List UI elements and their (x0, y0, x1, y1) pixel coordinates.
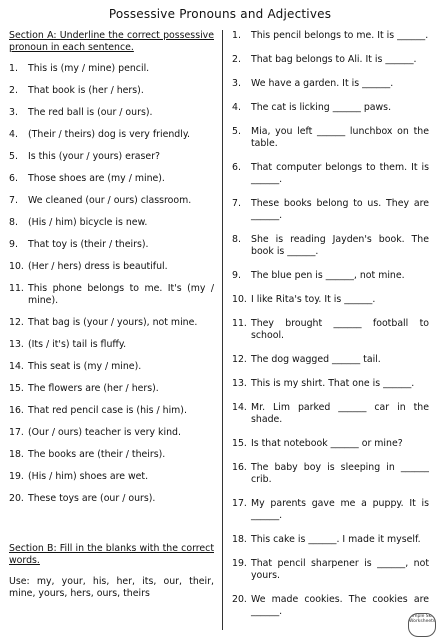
section-a-list (9, 63, 214, 505)
list-item (232, 198, 429, 222)
list-item (232, 534, 429, 546)
item-number: 15. (232, 438, 247, 449)
list-item (9, 129, 214, 141)
list-item (9, 173, 214, 185)
list-item (232, 378, 429, 390)
item-number: 20. (9, 493, 24, 504)
item-text: The blue pen is ______, not mine. (251, 270, 405, 281)
item-text: That pencil sharpener is ______, not yours. (251, 558, 429, 581)
item-text: Is this (your / yours) eraser? (28, 151, 161, 162)
item-text: That red pencil case is (his / him). (28, 405, 187, 416)
item-number: 3. (232, 78, 241, 89)
list-item (232, 438, 429, 450)
item-text: The cat is licking ______ paws. (251, 102, 392, 113)
item-text: Mia, you left ______ lunchbox on the table. (251, 126, 429, 149)
item-text: That bag is (your / yours), not mine. (28, 317, 198, 328)
section-a-column (9, 30, 214, 600)
section-b-list (232, 30, 429, 618)
list-item (9, 261, 214, 273)
item-number: 3. (9, 107, 18, 118)
list-item (9, 283, 214, 307)
item-number: 13. (9, 339, 24, 350)
list-item (232, 234, 429, 258)
item-text: (His / him) shoes are wet. (28, 471, 149, 482)
item-text: The red ball is (our / ours). (28, 107, 153, 118)
item-text: Mr. Lim parked ______ car in the shade. (251, 402, 429, 425)
item-text: We have a garden. It is ______. (251, 78, 394, 89)
item-text: The dog wagged ______ tail. (251, 354, 381, 365)
item-text: That toy is (their / theirs). (28, 239, 149, 250)
list-item (232, 162, 429, 186)
item-number: 17. (232, 498, 247, 509)
list-item (9, 383, 214, 395)
item-text: The flowers are (her / hers). (28, 383, 159, 394)
section-b-heading: Section B: Fill in the blanks with the correct words. (9, 543, 214, 566)
item-text: The baby boy is sleeping in ______ crib. (251, 462, 429, 485)
item-number: 12. (9, 317, 24, 328)
column-divider (222, 30, 223, 630)
item-text: My parents gave me a puppy. It is ______. (251, 498, 429, 521)
list-item (9, 471, 214, 483)
item-text: We made cookies. The cookies are ______. (251, 594, 429, 617)
item-number: 13. (232, 378, 247, 389)
item-number: 18. (9, 449, 24, 460)
item-text: She is reading Jayden's book. The book is ______. (251, 234, 429, 257)
item-text: This phone belongs to me. It's (my / mine). (28, 283, 214, 306)
list-item (232, 270, 429, 282)
publisher-logo: Simple Skill Worksheets (408, 613, 436, 637)
item-number: 1. (9, 63, 18, 74)
item-text: This is my shirt. That one is ______. (251, 378, 415, 389)
section-b-column (232, 30, 429, 630)
item-number: 19. (232, 558, 247, 569)
item-number: 8. (232, 234, 241, 245)
list-item (9, 405, 214, 417)
item-text: This is (my / mine) pencil. (28, 63, 150, 74)
item-text: This seat is (my / mine). (28, 361, 142, 372)
item-number: 2. (232, 54, 241, 65)
item-number: 4. (232, 102, 241, 113)
item-text: That computer belongs to them. It is ______. (251, 162, 429, 185)
item-text: They brought ______ football to school. (251, 318, 429, 341)
list-item (232, 558, 429, 582)
page-title: Possessive Pronouns and Adjectives (108, 7, 332, 21)
item-number: 6. (232, 162, 241, 173)
item-number: 6. (9, 173, 18, 184)
list-item (9, 107, 214, 119)
item-number: 14. (232, 402, 247, 413)
list-item (9, 427, 214, 439)
item-text: These toys are (our / ours). (28, 493, 156, 504)
item-number: 2. (9, 85, 18, 96)
item-text: These books belong to us. They are ______. (251, 198, 429, 221)
item-text: (Their / theirs) dog is very friendly. (28, 129, 191, 140)
item-text: (His / him) bicycle is new. (28, 217, 148, 228)
list-item (9, 217, 214, 229)
list-item (232, 78, 429, 90)
list-item (232, 30, 429, 42)
list-item (232, 318, 429, 342)
list-item (9, 317, 214, 329)
item-number: 17. (9, 427, 24, 438)
word-bank: Use: my, your, his, her, its, our, their, mine, yours, hers, ours, theirs (9, 576, 214, 599)
item-number: 9. (232, 270, 241, 281)
list-item (9, 361, 214, 373)
item-number: 8. (9, 217, 18, 228)
item-number: 5. (9, 151, 18, 162)
item-text: (Its / it's) tail is fluffy. (28, 339, 127, 350)
item-number: 16. (9, 405, 24, 416)
list-item (232, 402, 429, 426)
item-number: 15. (9, 383, 24, 394)
list-item (232, 102, 429, 114)
list-item (232, 462, 429, 486)
item-text: This pencil belongs to me. It is ______. (251, 30, 429, 41)
item-number: 1. (232, 30, 241, 41)
item-number: 19. (9, 471, 24, 482)
item-text: (Her / hers) dress is beautiful. (28, 261, 168, 272)
item-number: 11. (9, 283, 24, 294)
item-number: 18. (232, 534, 247, 545)
item-number: 5. (232, 126, 241, 137)
list-item (9, 493, 214, 505)
list-item (232, 54, 429, 66)
section-a-heading: Section A: Underline the correct possessive pronoun in each sentence. (9, 30, 214, 53)
item-text: That book is (her / hers). (28, 85, 144, 96)
item-number: 20. (232, 594, 247, 605)
list-item (9, 239, 214, 251)
item-number: 7. (232, 198, 241, 209)
list-item (9, 63, 214, 75)
list-item (232, 126, 429, 150)
item-text: I like Rita's toy. It is ______. (251, 294, 376, 305)
item-number: 12. (232, 354, 247, 365)
list-item (9, 85, 214, 97)
item-text: We cleaned (our / ours) classroom. (28, 195, 192, 206)
item-number: 9. (9, 239, 18, 250)
item-text: That bag belongs to Ali. It is ______. (251, 54, 417, 65)
list-item (9, 195, 214, 207)
list-item (9, 449, 214, 461)
item-text: Those shoes are (my / mine). (28, 173, 165, 184)
list-item (232, 594, 429, 618)
item-number: 14. (9, 361, 24, 372)
item-number: 4. (9, 129, 18, 140)
item-number: 10. (232, 294, 247, 305)
item-number: 11. (232, 318, 247, 329)
item-number: 10. (9, 261, 24, 272)
item-text: (Our / ours) teacher is very kind. (28, 427, 181, 438)
item-text: This cake is ______. I made it myself. (251, 534, 421, 545)
list-item (9, 151, 214, 163)
section-gap (9, 515, 214, 543)
item-text: The books are (their / theirs). (28, 449, 166, 460)
list-item (9, 339, 214, 351)
list-item (232, 498, 429, 522)
list-item (232, 294, 429, 306)
list-item (232, 354, 429, 366)
item-number: 16. (232, 462, 247, 473)
item-number: 7. (9, 195, 18, 206)
item-text: Is that notebook ______ or mine? (251, 438, 403, 449)
